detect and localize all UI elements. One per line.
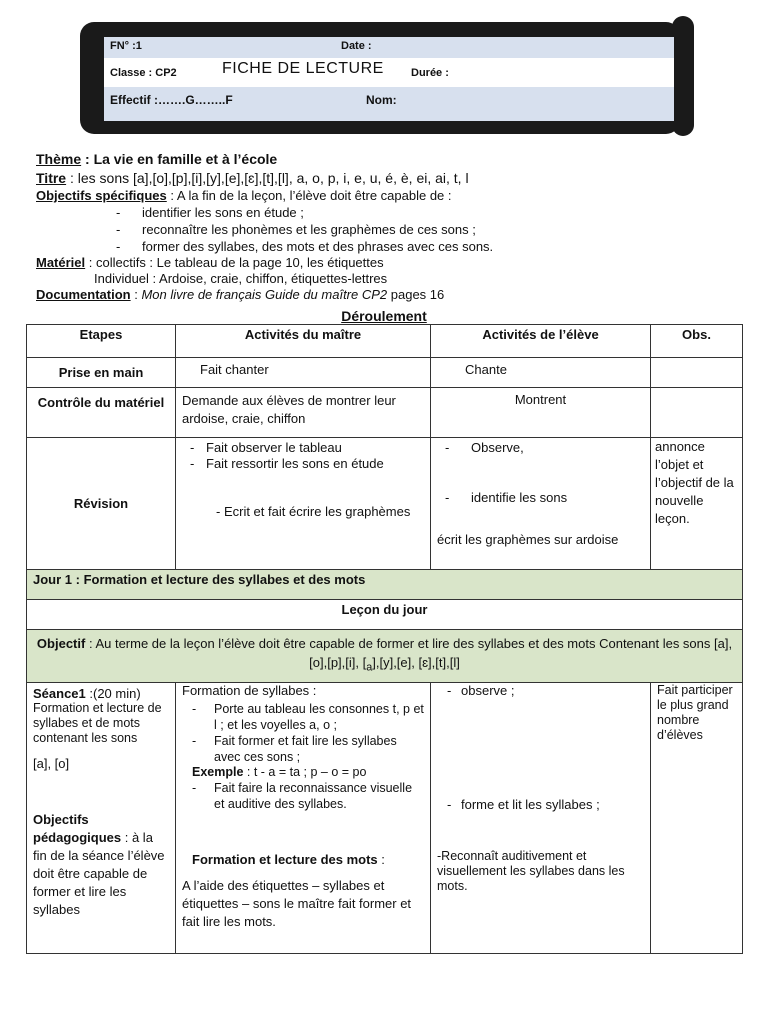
duree-label: Durée : bbox=[411, 67, 449, 79]
maitre-prise: Fait chanter bbox=[176, 358, 431, 388]
objectif-tail: ],[y],[e], [ɛ],[t],[l] bbox=[372, 655, 460, 670]
objectif-row bbox=[27, 630, 743, 683]
fiche-title: FICHE DE LECTURE bbox=[222, 60, 384, 77]
objectif-sub: a bbox=[366, 661, 373, 674]
seance-eleve-list bbox=[437, 683, 644, 813]
col-header-obs: Obs. bbox=[651, 325, 743, 358]
objectif-text: : Au terme de la leçon l’élève doit être capable de former et lire des syllabes et des mots Contenant les sons [a],[o],[p],[i], [ bbox=[85, 636, 733, 670]
seance-obs: Fait participer le plus grand nombre d’élèves bbox=[651, 682, 743, 953]
objectif-item: - identifier les sons en étude ; bbox=[114, 204, 746, 221]
obs-revision: annonce l’objet et l’objectif de la nouvelle leçon. bbox=[651, 438, 743, 570]
seance-eleve-item: - observe ; bbox=[437, 683, 644, 699]
theme-value: : La vie en famille et à l’école bbox=[81, 151, 278, 167]
seance-row bbox=[27, 682, 743, 953]
header-row-2 bbox=[104, 58, 674, 87]
jour1-row bbox=[27, 570, 743, 600]
seance-maitre-list-2 bbox=[182, 780, 424, 812]
documentation-sep: : bbox=[130, 287, 142, 302]
objectif-item: - reconnaître les phonèmes et les graphèmes de ces sons ; bbox=[114, 221, 746, 238]
header-row-3 bbox=[104, 87, 674, 121]
maitre-revision-list bbox=[180, 440, 426, 472]
objectifs-line bbox=[36, 188, 746, 204]
seance-mots-title: Formation et lecture des mots bbox=[192, 851, 378, 867]
maitre-revision bbox=[176, 438, 431, 570]
seance-exemple-text: : t - a = ta ; p – o = po bbox=[243, 764, 367, 779]
eleve-revision-list bbox=[435, 440, 646, 506]
etape-revision: Révision bbox=[27, 438, 176, 570]
etape-prise: Prise en main bbox=[27, 358, 176, 388]
seance-etape bbox=[27, 682, 176, 953]
seance-maitre-item: - Porte au tableau les consonnes t, p et l ; et les voyelles a, o ; bbox=[182, 701, 424, 733]
materiel-label: Matériel bbox=[36, 255, 86, 270]
effectif-label: Effectif :…….G……..F bbox=[110, 93, 233, 107]
objectif-item: - former des syllabes, des mots et des phrases avec ces sons. bbox=[114, 238, 746, 255]
documentation-line bbox=[36, 287, 746, 303]
seance-title: Séance1 bbox=[33, 685, 86, 701]
seance-objectifs-text: : à la fin de la séance l’élève doit être capable de former et lire les syllabes bbox=[33, 829, 165, 917]
col-header-eleve: Activités de l’élève bbox=[431, 325, 651, 358]
materiel-value: : collectifs : Le tableau de la page 10, les étiquettes bbox=[85, 255, 384, 270]
seance-maitre-list bbox=[182, 701, 424, 765]
objectif-label: Objectif bbox=[36, 636, 86, 651]
theme-label: Thème bbox=[36, 151, 82, 167]
seance-maitre-item: - Fait faire la reconnaissance visuelle et auditive des syllabes. bbox=[182, 780, 424, 812]
seance-mots-text: A l’aide des étiquettes – syllabes et étiquettes – sons le maître fait former et fait lire les mots. bbox=[182, 877, 412, 929]
etape-controle: Contrôle du matériel bbox=[27, 388, 176, 438]
eleve-controle: Montrent bbox=[431, 388, 651, 438]
eleve-revision-item: - identifie les sons bbox=[435, 490, 646, 506]
seance-mots-colon: : bbox=[377, 851, 385, 867]
seance-eleve bbox=[431, 682, 651, 953]
seance-maitre-title: Formation de syllabes : bbox=[182, 682, 317, 698]
classe-label: Classe : CP2 bbox=[110, 67, 177, 79]
seance-exemple bbox=[182, 765, 424, 780]
objectifs-label: Objectifs spécifiques bbox=[36, 188, 167, 203]
nom-label: Nom: bbox=[366, 93, 397, 107]
header-row-1 bbox=[104, 37, 674, 58]
documentation-pages: pages 16 bbox=[387, 287, 445, 302]
documentation-label: Documentation bbox=[36, 287, 131, 302]
maitre-controle: Demande aux élèves de montrer leur ardoise, craie, chiffon bbox=[176, 388, 431, 438]
col-header-maitre: Activités du maître bbox=[176, 325, 431, 358]
seance-mots-heading bbox=[182, 852, 424, 867]
date-label: Date : bbox=[341, 40, 372, 52]
deroulement-table bbox=[26, 324, 743, 954]
table-row bbox=[27, 388, 743, 438]
seance-eleve-reconnait: -Reconnaît auditivement et visuellement les syllabes dans les mots. bbox=[437, 848, 625, 893]
seance-eleve-item: - forme et lit les syllabes ; bbox=[437, 797, 644, 813]
maitre-revision-ecrit: - Ecrit et fait écrire les graphèmes bbox=[216, 504, 411, 519]
table-row bbox=[27, 358, 743, 388]
seance-sons: [a], [o] bbox=[33, 755, 70, 771]
seance-duration: :(20 min) bbox=[85, 685, 141, 701]
theme-line bbox=[36, 150, 746, 169]
maitre-revision-item: - Fait observer le tableau bbox=[180, 440, 426, 456]
lesson-intro bbox=[36, 150, 746, 303]
objectifs-value: : A la fin de la leçon, l’élève doit être capable de : bbox=[166, 188, 452, 203]
seance-maitre bbox=[176, 682, 431, 953]
seance-objectifs bbox=[33, 811, 169, 919]
header-scroll-curl bbox=[672, 16, 694, 136]
fn-label: FN° :1 bbox=[110, 40, 142, 52]
materiel-line bbox=[36, 255, 746, 271]
lecon-row bbox=[27, 600, 743, 630]
table-header-row bbox=[27, 325, 743, 358]
header-box bbox=[104, 37, 674, 121]
seance-objectifs-label: Objectifs pédagogiques bbox=[33, 811, 122, 845]
eleve-prise: Chante bbox=[431, 358, 651, 388]
deroulement-heading: Déroulement bbox=[341, 308, 427, 324]
objectifs-list bbox=[114, 204, 746, 255]
materiel-line-2: Individuel : Ardoise, craie, chiffon, étiquettes-lettres bbox=[94, 271, 388, 286]
eleve-revision-item: - Observe, bbox=[435, 440, 646, 456]
obs-controle bbox=[651, 388, 743, 438]
seance-desc: Formation et lecture de syllabes et de mots contenant les sons bbox=[33, 700, 162, 745]
lecon-du-jour: Leçon du jour bbox=[27, 600, 743, 630]
seance-exemple-label: Exemple bbox=[192, 764, 244, 779]
table-row bbox=[27, 438, 743, 570]
objectif-cell bbox=[27, 630, 743, 683]
titre-label: Titre bbox=[36, 170, 67, 186]
titre-line bbox=[36, 169, 746, 188]
col-header-etapes: Etapes bbox=[27, 325, 176, 358]
eleve-revision-ecrit: écrit les graphèmes sur ardoise bbox=[437, 532, 619, 547]
documentation-title: Mon livre de français Guide du maître CP2 bbox=[141, 287, 388, 302]
obs-prise bbox=[651, 358, 743, 388]
maitre-revision-item: - Fait ressortir les sons en étude bbox=[180, 456, 426, 472]
seance-maitre-item: - Fait former et fait lire les syllabes avec ces sons ; bbox=[182, 733, 424, 765]
titre-value: : les sons [a],[o],[p],[i],[y],[e],[ɛ],[t],[l], a, o, p, i, e, u, é, è, ei, ai, t, l bbox=[66, 170, 469, 186]
eleve-revision bbox=[431, 438, 651, 570]
jour1-title: Jour 1 : Formation et lecture des syllabes et des mots bbox=[27, 570, 743, 600]
